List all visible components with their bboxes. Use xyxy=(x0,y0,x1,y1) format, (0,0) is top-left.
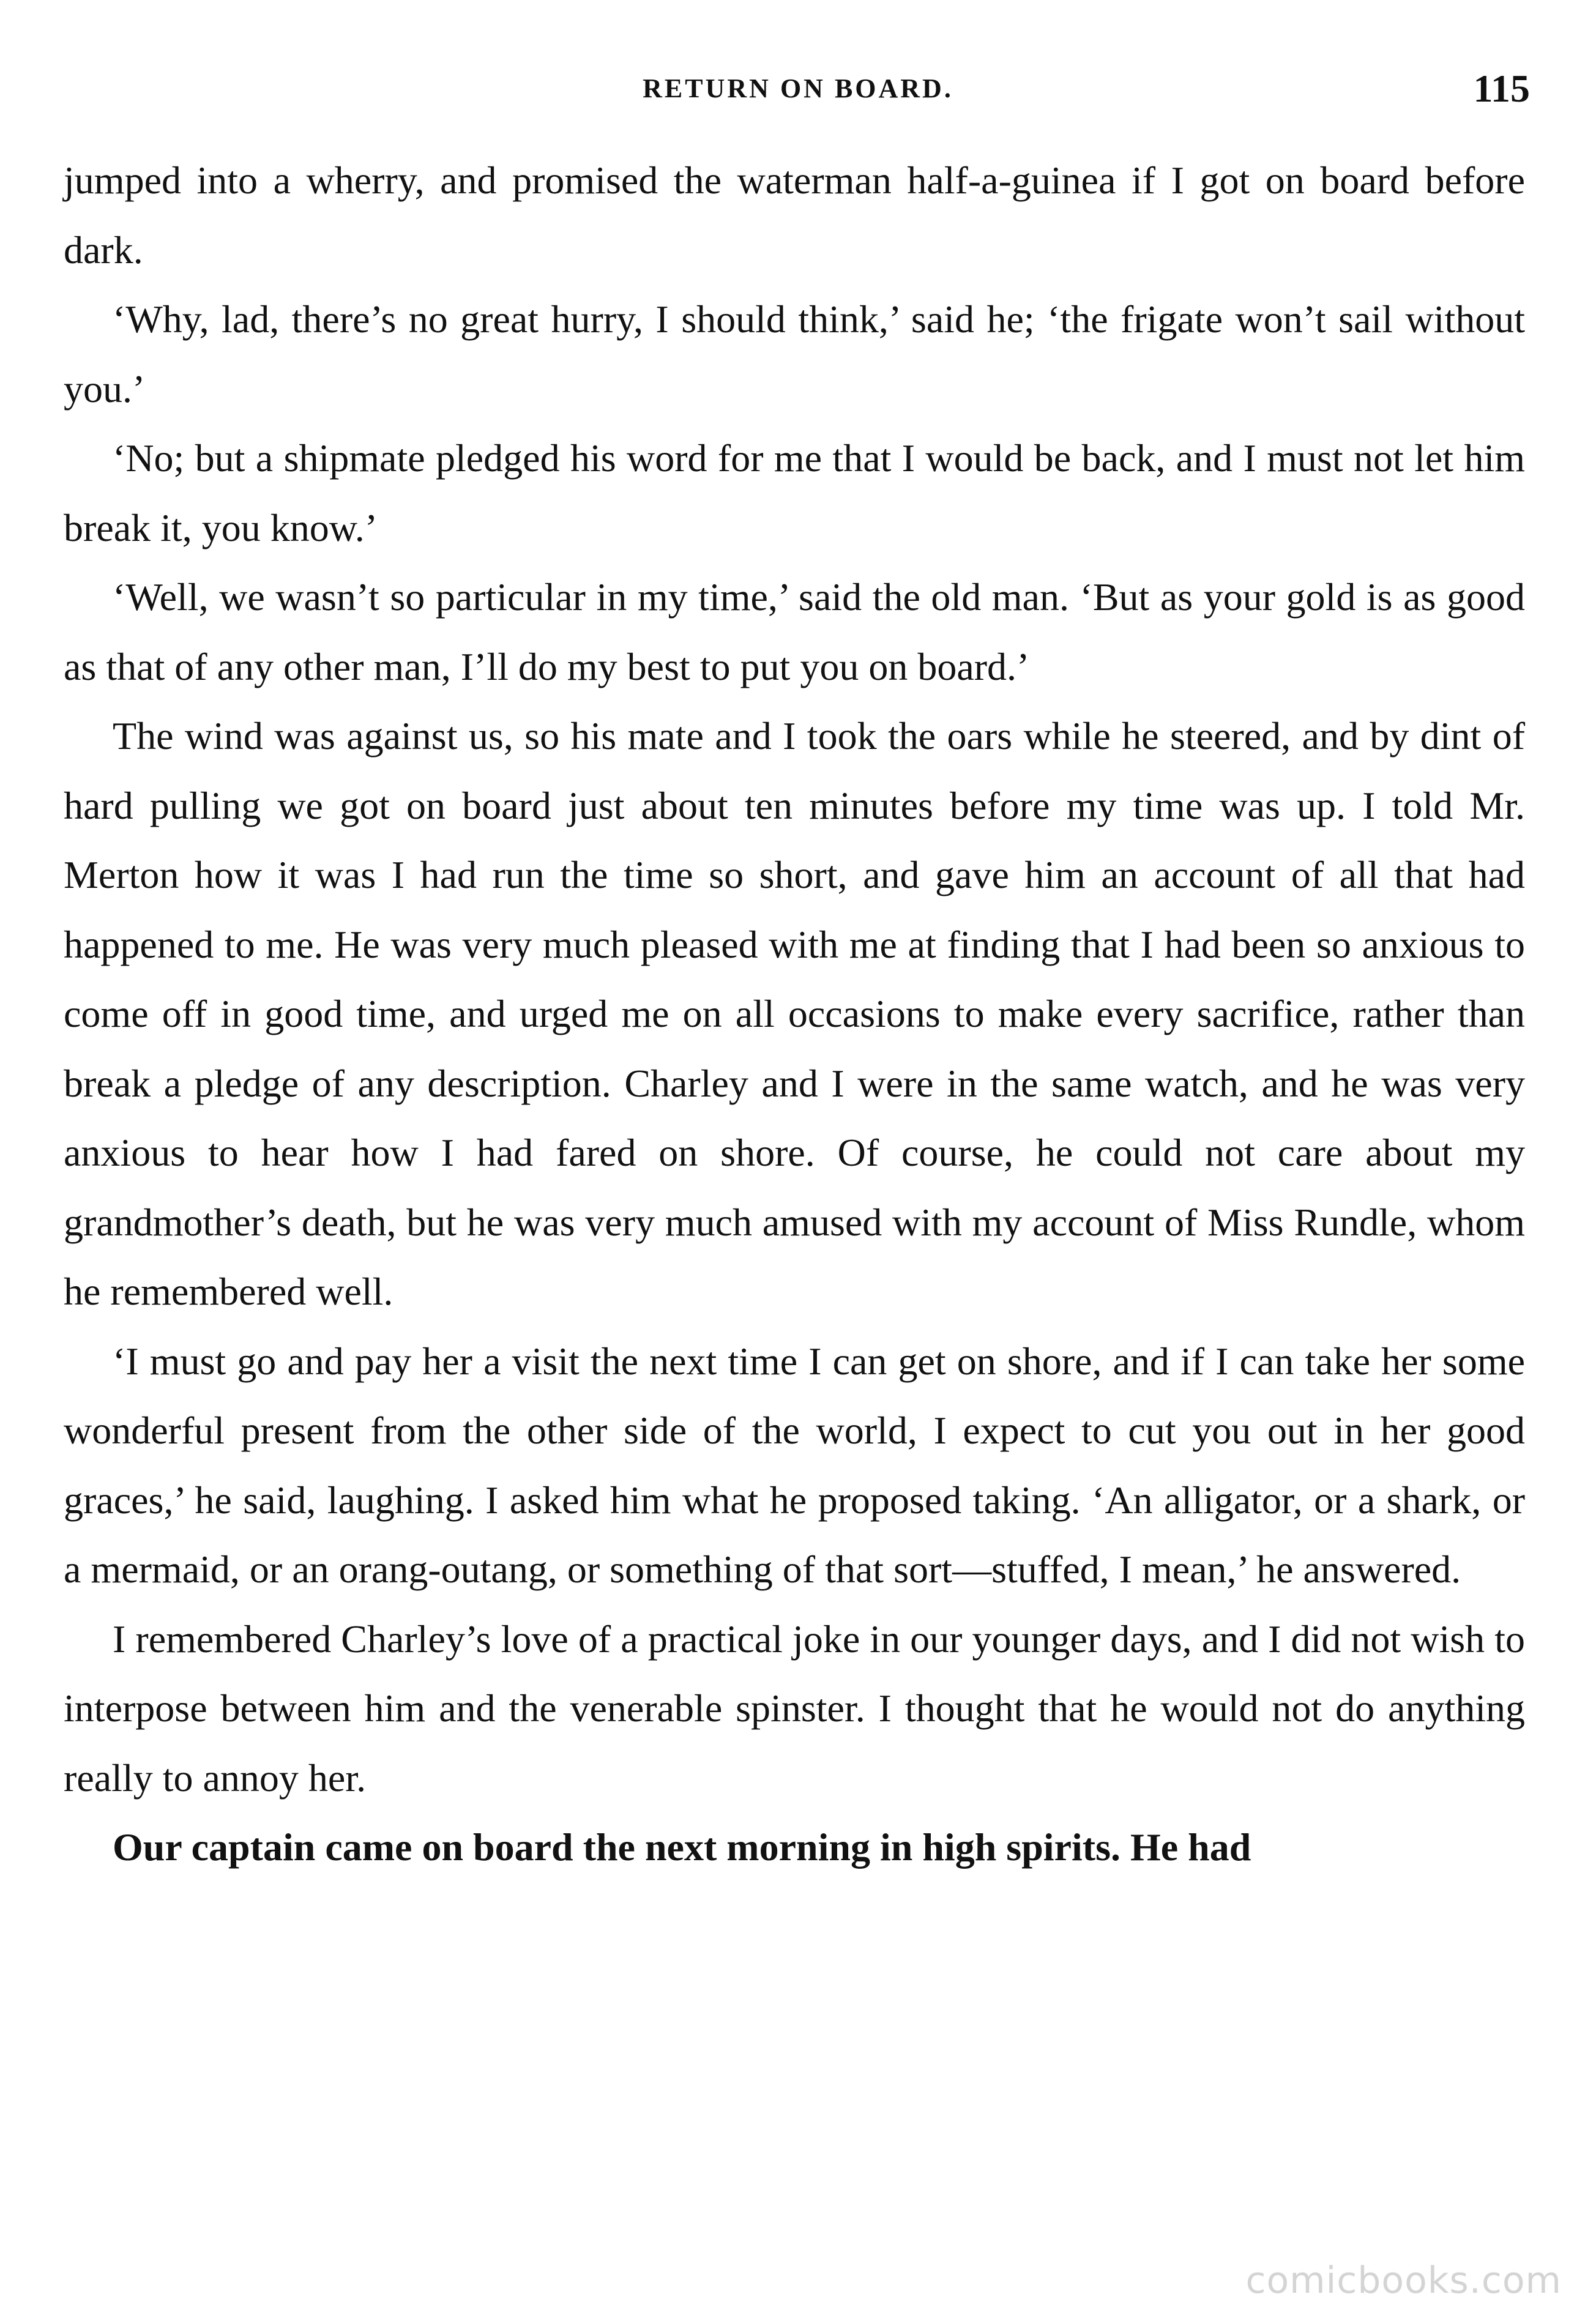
body-text xyxy=(64,146,1525,1882)
paragraph: ‘I must go and pay her a visit the next time I can get on shore, and if I can take her some wonderful present from the other side of the world, I expect to cut you out in her good graces,’ he said, laughing. I asked him what he proposed taking. ‘An alligator, or a shark, or a mermaid, or an orang-outang, or something of that sort—stuffed, I mean,’ he answered. xyxy=(64,1339,1525,1591)
watermark: comicbooks.com xyxy=(1245,2259,1562,2302)
paragraph: ‘Why, lad, there’s no great hurry, I should think,’ said he; ‘the frigate won’t sail without you.’ xyxy=(64,297,1525,411)
paragraph: The wind was against us, so his mate and I took the oars while he steered, and by dint of hard pulling we got on board just about ten minutes before my time was up. I told Mr. Merton how it was I had run the time so short, and gave him an account of all that had happened to me. He was very much pleased with me at finding that I had been so anxious to come off in good time, and urged me on all occasions to make every sacrifice, rather than break a pledge of any description. Charley and I were in the same watch, and he was very anxious to hear how I had fared on shore. Of course, he could not care about my grandmother’s death, but he was very much amused with my account of Miss Rundle, whom he remembered well. xyxy=(64,714,1525,1313)
paragraph-last: Our captain came on board the next morning in high spirits. He had xyxy=(113,1825,1251,1869)
paragraph: I remembered Charley’s love of a practical joke in our younger days, and I did not wish to interpose between him and the venerable spinster. I thought that he would not do anything really to annoy her. xyxy=(64,1617,1525,1800)
running-head xyxy=(0,64,1596,113)
page-number: 115 xyxy=(1473,67,1530,110)
paragraph: ‘No; but a shipmate pledged his word for me that I would be back, and I must not let him break it, you know.’ xyxy=(64,436,1525,549)
chapter-running-title: RETURN ON BOARD. xyxy=(643,73,953,103)
paragraph: ‘Well, we wasn’t so particular in my time,’ said the old man. ‘But as your gold is as good as that of any other man, I’ll do my best to put you on board.’ xyxy=(64,575,1525,688)
paragraph-continued: jumped into a wherry, and promised the waterman half-a-guinea if I got on board before dark. xyxy=(64,158,1525,272)
